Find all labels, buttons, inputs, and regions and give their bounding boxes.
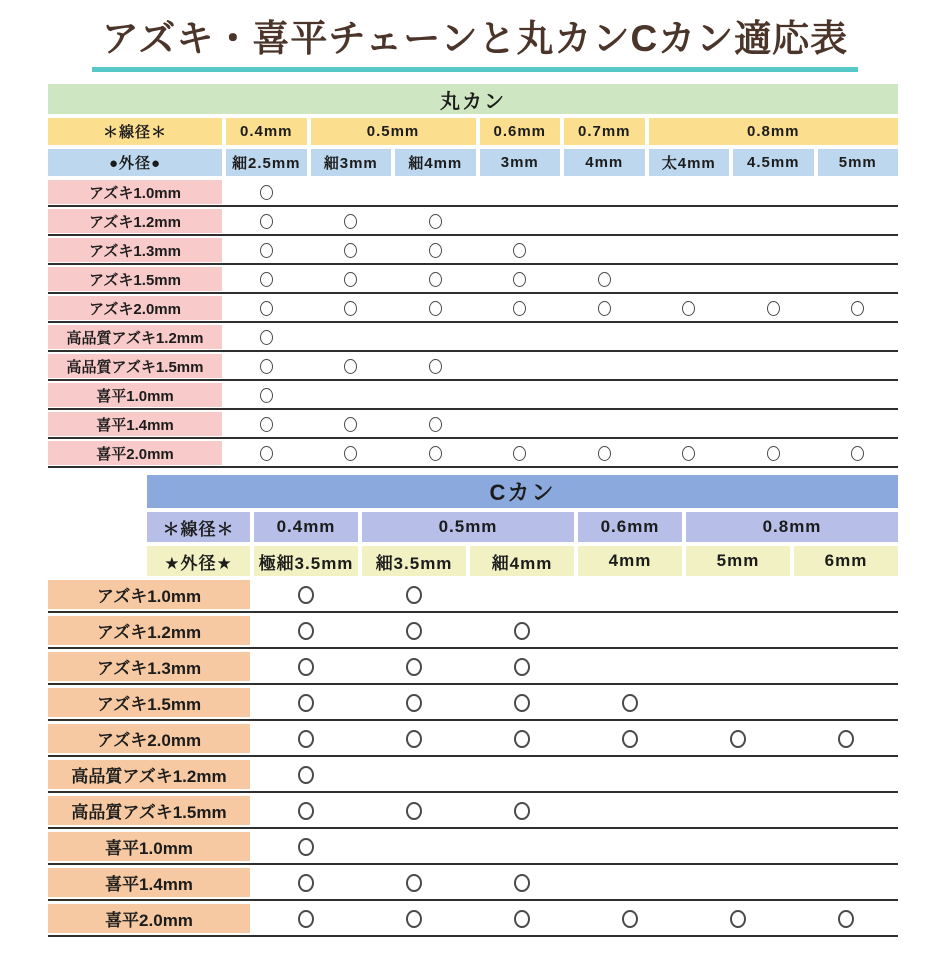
- mark-cell: [362, 580, 466, 609]
- mark-cell: [686, 724, 790, 753]
- mark-cell: [470, 796, 574, 825]
- senkei-value-cell: 0.7mm: [564, 118, 645, 145]
- mark-cell: [395, 209, 476, 233]
- mark-cell: [480, 209, 561, 233]
- maru-table-title: 丸カン: [48, 84, 898, 114]
- circle-mark: [514, 658, 530, 676]
- circle-mark: [838, 730, 854, 748]
- mark-cell: [564, 383, 645, 407]
- mark-cell: [649, 412, 730, 436]
- circle-mark: [260, 446, 273, 461]
- maru-data-row: [48, 180, 898, 207]
- row-label: アズキ1.3mm: [48, 238, 222, 262]
- mark-cell: [578, 616, 682, 645]
- circle-mark: [298, 622, 314, 640]
- circle-mark: [598, 272, 611, 287]
- circle-mark: [682, 446, 695, 461]
- circle-mark: [344, 214, 357, 229]
- mark-cell: [794, 616, 898, 645]
- circle-mark: [682, 301, 695, 316]
- page: [0, 16, 950, 937]
- mark-cell: [686, 868, 790, 897]
- mark-cell: [480, 412, 561, 436]
- mark-cell: [254, 796, 358, 825]
- mark-cell: [395, 412, 476, 436]
- mark-cell: [794, 760, 898, 789]
- page-title-wrap: [0, 16, 950, 72]
- mark-cell: [254, 724, 358, 753]
- mark-cell: [311, 296, 392, 320]
- mark-cell: [311, 267, 392, 291]
- circle-mark: [406, 622, 422, 640]
- mark-cell: [564, 267, 645, 291]
- mark-cell: [686, 832, 790, 861]
- ckan-senkei-row: [48, 512, 898, 542]
- ckan-data-row: [48, 796, 898, 829]
- circle-mark: [298, 730, 314, 748]
- maru-gaikei-row: [48, 149, 898, 176]
- mark-cell: [254, 616, 358, 645]
- mark-cell: [395, 267, 476, 291]
- circle-mark: [429, 272, 442, 287]
- mark-cell: [686, 652, 790, 681]
- circle-mark: [260, 417, 273, 432]
- mark-cell: [733, 441, 814, 465]
- maru-senkei-row: [48, 118, 898, 145]
- gaikei-label-cell: ★外径★: [147, 546, 250, 576]
- mark-cell: [649, 441, 730, 465]
- row-label: 高品質アズキ1.2mm: [48, 760, 250, 789]
- mark-cell: [818, 412, 899, 436]
- mark-cell: [362, 760, 466, 789]
- mark-cell: [564, 354, 645, 378]
- row-label: 喜平1.4mm: [48, 868, 250, 897]
- row-label: 喜平1.0mm: [48, 383, 222, 407]
- circle-mark: [344, 359, 357, 374]
- mark-cell: [733, 209, 814, 233]
- mark-cell: [649, 354, 730, 378]
- mark-cell: [480, 354, 561, 378]
- mark-cell: [733, 354, 814, 378]
- maru-data-row: [48, 441, 898, 468]
- mark-cell: [362, 724, 466, 753]
- gaikei-value-cell: 3mm: [480, 149, 561, 176]
- mark-cell: [686, 688, 790, 717]
- circle-mark: [298, 694, 314, 712]
- row-label: アズキ1.5mm: [48, 267, 222, 291]
- mark-cell: [818, 354, 899, 378]
- c-kan-table: [48, 475, 898, 937]
- circle-mark: [298, 874, 314, 892]
- mark-cell: [470, 652, 574, 681]
- senkei-value-cell: 0.4mm: [254, 512, 358, 542]
- maru-data-row: [48, 412, 898, 439]
- mark-cell: [578, 904, 682, 933]
- mark-cell: [226, 267, 307, 291]
- maru-data-row: [48, 354, 898, 381]
- mark-cell: [818, 180, 899, 204]
- row-label: 喜平1.4mm: [48, 412, 222, 436]
- senkei-value-cell: 0.5mm: [311, 118, 476, 145]
- senkei-value-cell: 0.4mm: [226, 118, 307, 145]
- mark-cell: [470, 904, 574, 933]
- circle-mark: [429, 243, 442, 258]
- circle-mark: [344, 243, 357, 258]
- circle-mark: [260, 185, 273, 200]
- circle-mark: [298, 658, 314, 676]
- circle-mark: [260, 359, 273, 374]
- circle-mark: [622, 910, 638, 928]
- row-label: 高品質アズキ1.5mm: [48, 354, 222, 378]
- circle-mark: [260, 388, 273, 403]
- mark-cell: [470, 616, 574, 645]
- mark-cell: [818, 267, 899, 291]
- mark-cell: [733, 180, 814, 204]
- ckan-data-row: [48, 616, 898, 649]
- maru-data-row: [48, 325, 898, 352]
- mark-cell: [480, 383, 561, 407]
- mark-cell: [480, 296, 561, 320]
- circle-mark: [513, 446, 526, 461]
- circle-mark: [298, 910, 314, 928]
- mark-cell: [311, 209, 392, 233]
- mark-cell: [818, 238, 899, 262]
- circle-mark: [513, 243, 526, 258]
- mark-cell: [578, 760, 682, 789]
- mark-cell: [254, 760, 358, 789]
- row-label: 喜平2.0mm: [48, 904, 250, 933]
- circle-mark: [406, 658, 422, 676]
- mark-cell: [794, 652, 898, 681]
- mark-cell: [733, 238, 814, 262]
- mark-cell: [480, 325, 561, 349]
- mark-cell: [395, 354, 476, 378]
- maru-data-row: [48, 238, 898, 265]
- senkei-value-cell: 0.6mm: [578, 512, 682, 542]
- mark-cell: [362, 868, 466, 897]
- mark-cell: [311, 238, 392, 262]
- mark-cell: [226, 238, 307, 262]
- circle-mark: [406, 910, 422, 928]
- mark-cell: [480, 180, 561, 204]
- mark-cell: [362, 832, 466, 861]
- mark-cell: [649, 267, 730, 291]
- gaikei-value-cell: 細2.5mm: [226, 149, 307, 176]
- gaikei-value-cell: 太4mm: [649, 149, 730, 176]
- mark-cell: [480, 267, 561, 291]
- mark-cell: [395, 441, 476, 465]
- mark-cell: [311, 412, 392, 436]
- circle-mark: [406, 694, 422, 712]
- circle-mark: [406, 586, 422, 604]
- gaikei-value-cell: 6mm: [794, 546, 898, 576]
- senkei-label-cell: ＊線径＊: [48, 118, 222, 145]
- mark-cell: [254, 904, 358, 933]
- circle-mark: [429, 301, 442, 316]
- mark-cell: [686, 760, 790, 789]
- circle-mark: [598, 301, 611, 316]
- maru-data-row: [48, 383, 898, 410]
- mark-cell: [686, 904, 790, 933]
- row-label: アズキ1.2mm: [48, 616, 250, 645]
- ckan-header-row: [48, 475, 898, 508]
- maru-data-row: [48, 296, 898, 323]
- circle-mark: [513, 272, 526, 287]
- circle-mark: [344, 417, 357, 432]
- mark-cell: [794, 904, 898, 933]
- mark-cell: [480, 441, 561, 465]
- row-label: アズキ2.0mm: [48, 296, 222, 320]
- mark-cell: [733, 383, 814, 407]
- gaikei-label-cell: ●外径●: [48, 149, 222, 176]
- circle-mark: [851, 446, 864, 461]
- circle-mark: [406, 730, 422, 748]
- mark-cell: [226, 354, 307, 378]
- mark-cell: [226, 296, 307, 320]
- senkei-label-cell: ＊線径＊: [147, 512, 250, 542]
- gaikei-value-cell: 5mm: [818, 149, 899, 176]
- row-label: アズキ1.2mm: [48, 209, 222, 233]
- mark-cell: [564, 325, 645, 349]
- mark-cell: [395, 180, 476, 204]
- mark-cell: [311, 180, 392, 204]
- gaikei-value-cell: 細4mm: [395, 149, 476, 176]
- mark-cell: [362, 652, 466, 681]
- mark-cell: [470, 868, 574, 897]
- mark-cell: [794, 724, 898, 753]
- mark-cell: [254, 688, 358, 717]
- mark-cell: [818, 209, 899, 233]
- gaikei-value-cell: 細4mm: [470, 546, 574, 576]
- circle-mark: [298, 766, 314, 784]
- mark-cell: [564, 238, 645, 262]
- ckan-data-row: [48, 652, 898, 685]
- mark-cell: [686, 616, 790, 645]
- mark-cell: [578, 652, 682, 681]
- mark-cell: [794, 688, 898, 717]
- circle-mark: [622, 730, 638, 748]
- mark-cell: [254, 652, 358, 681]
- gaikei-value-cell: 細3mm: [311, 149, 392, 176]
- circle-mark: [514, 802, 530, 820]
- mark-cell: [226, 441, 307, 465]
- mark-cell: [226, 180, 307, 204]
- circle-mark: [298, 586, 314, 604]
- circle-mark: [429, 214, 442, 229]
- maru-data-row: [48, 209, 898, 236]
- circle-mark: [298, 838, 314, 856]
- mark-cell: [226, 325, 307, 349]
- mark-cell: [362, 796, 466, 825]
- mark-cell: [794, 796, 898, 825]
- ckan-data-row: [48, 832, 898, 865]
- mark-cell: [649, 209, 730, 233]
- mark-cell: [254, 868, 358, 897]
- page-title: アズキ・喜平チェーンと丸カンCカン適応表: [92, 16, 858, 72]
- maru-data-row: [48, 267, 898, 294]
- mark-cell: [649, 238, 730, 262]
- circle-mark: [260, 272, 273, 287]
- mark-cell: [649, 325, 730, 349]
- mark-cell: [470, 688, 574, 717]
- ckan-data-row: [48, 580, 898, 613]
- circle-mark: [514, 874, 530, 892]
- mark-cell: [649, 180, 730, 204]
- gaikei-value-cell: 4mm: [578, 546, 682, 576]
- mark-cell: [226, 209, 307, 233]
- maru-kan-table: [48, 84, 898, 468]
- ckan-gaikei-row: [48, 546, 898, 576]
- circle-mark: [260, 330, 273, 345]
- circle-mark: [838, 910, 854, 928]
- senkei-value-cell: 0.8mm: [686, 512, 898, 542]
- ckan-data-row: [48, 868, 898, 901]
- gaikei-value-cell: 4.5mm: [733, 149, 814, 176]
- mark-cell: [564, 412, 645, 436]
- mark-cell: [311, 354, 392, 378]
- mark-cell: [818, 441, 899, 465]
- mark-cell: [818, 383, 899, 407]
- mark-cell: [480, 238, 561, 262]
- circle-mark: [514, 622, 530, 640]
- gaikei-value-cell: 極細3.5mm: [254, 546, 358, 576]
- ckan-data-row: [48, 904, 898, 937]
- mark-cell: [733, 296, 814, 320]
- row-label: アズキ1.0mm: [48, 180, 222, 204]
- circle-mark: [260, 214, 273, 229]
- mark-cell: [470, 760, 574, 789]
- gaikei-value-cell: 4mm: [564, 149, 645, 176]
- mark-cell: [733, 325, 814, 349]
- mark-cell: [362, 904, 466, 933]
- mark-cell: [254, 580, 358, 609]
- circle-mark: [514, 694, 530, 712]
- mark-cell: [578, 580, 682, 609]
- row-label: 高品質アズキ1.5mm: [48, 796, 250, 825]
- mark-cell: [311, 383, 392, 407]
- row-label: アズキ1.5mm: [48, 688, 250, 717]
- mark-cell: [578, 796, 682, 825]
- circle-mark: [298, 802, 314, 820]
- mark-cell: [564, 441, 645, 465]
- gaikei-value-cell: 細3.5mm: [362, 546, 466, 576]
- circle-mark: [344, 301, 357, 316]
- mark-cell: [578, 688, 682, 717]
- ckan-data-row: [48, 760, 898, 793]
- mark-cell: [564, 209, 645, 233]
- circle-mark: [730, 730, 746, 748]
- mark-cell: [470, 580, 574, 609]
- mark-cell: [733, 267, 814, 291]
- row-label: アズキ1.3mm: [48, 652, 250, 681]
- circle-mark: [514, 910, 530, 928]
- maru-header-row: [48, 84, 898, 114]
- mark-cell: [818, 325, 899, 349]
- ckan-table-title: Cカン: [147, 475, 898, 508]
- mark-cell: [578, 868, 682, 897]
- mark-cell: [564, 296, 645, 320]
- mark-cell: [794, 868, 898, 897]
- circle-mark: [344, 272, 357, 287]
- senkei-value-cell: 0.6mm: [480, 118, 561, 145]
- mark-cell: [818, 296, 899, 320]
- row-label: 高品質アズキ1.2mm: [48, 325, 222, 349]
- circle-mark: [622, 694, 638, 712]
- mark-cell: [395, 325, 476, 349]
- mark-cell: [226, 383, 307, 407]
- mark-cell: [564, 180, 645, 204]
- mark-cell: [470, 724, 574, 753]
- circle-mark: [514, 730, 530, 748]
- row-label: 喜平2.0mm: [48, 441, 222, 465]
- mark-cell: [395, 238, 476, 262]
- mark-cell: [649, 383, 730, 407]
- circle-mark: [406, 802, 422, 820]
- circle-mark: [429, 446, 442, 461]
- circle-mark: [260, 243, 273, 258]
- gaikei-value-cell: 5mm: [686, 546, 790, 576]
- mark-cell: [470, 832, 574, 861]
- mark-cell: [649, 296, 730, 320]
- circle-mark: [429, 359, 442, 374]
- circle-mark: [767, 446, 780, 461]
- circle-mark: [513, 301, 526, 316]
- mark-cell: [686, 796, 790, 825]
- senkei-value-cell: 0.8mm: [649, 118, 899, 145]
- circle-mark: [260, 301, 273, 316]
- ckan-data-row: [48, 724, 898, 757]
- mark-cell: [733, 412, 814, 436]
- row-label: 喜平1.0mm: [48, 832, 250, 861]
- circle-mark: [429, 417, 442, 432]
- mark-cell: [578, 724, 682, 753]
- circle-mark: [767, 301, 780, 316]
- circle-mark: [598, 446, 611, 461]
- circle-mark: [851, 301, 864, 316]
- mark-cell: [254, 832, 358, 861]
- circle-mark: [406, 874, 422, 892]
- circle-mark: [730, 910, 746, 928]
- mark-cell: [311, 325, 392, 349]
- senkei-value-cell: 0.5mm: [362, 512, 574, 542]
- row-label: アズキ1.0mm: [48, 580, 250, 609]
- row-label: アズキ2.0mm: [48, 724, 250, 753]
- mark-cell: [311, 441, 392, 465]
- mark-cell: [794, 832, 898, 861]
- ckan-data-row: [48, 688, 898, 721]
- mark-cell: [362, 688, 466, 717]
- mark-cell: [395, 296, 476, 320]
- mark-cell: [226, 412, 307, 436]
- mark-cell: [362, 616, 466, 645]
- mark-cell: [686, 580, 790, 609]
- circle-mark: [344, 446, 357, 461]
- mark-cell: [794, 580, 898, 609]
- mark-cell: [578, 832, 682, 861]
- mark-cell: [395, 383, 476, 407]
